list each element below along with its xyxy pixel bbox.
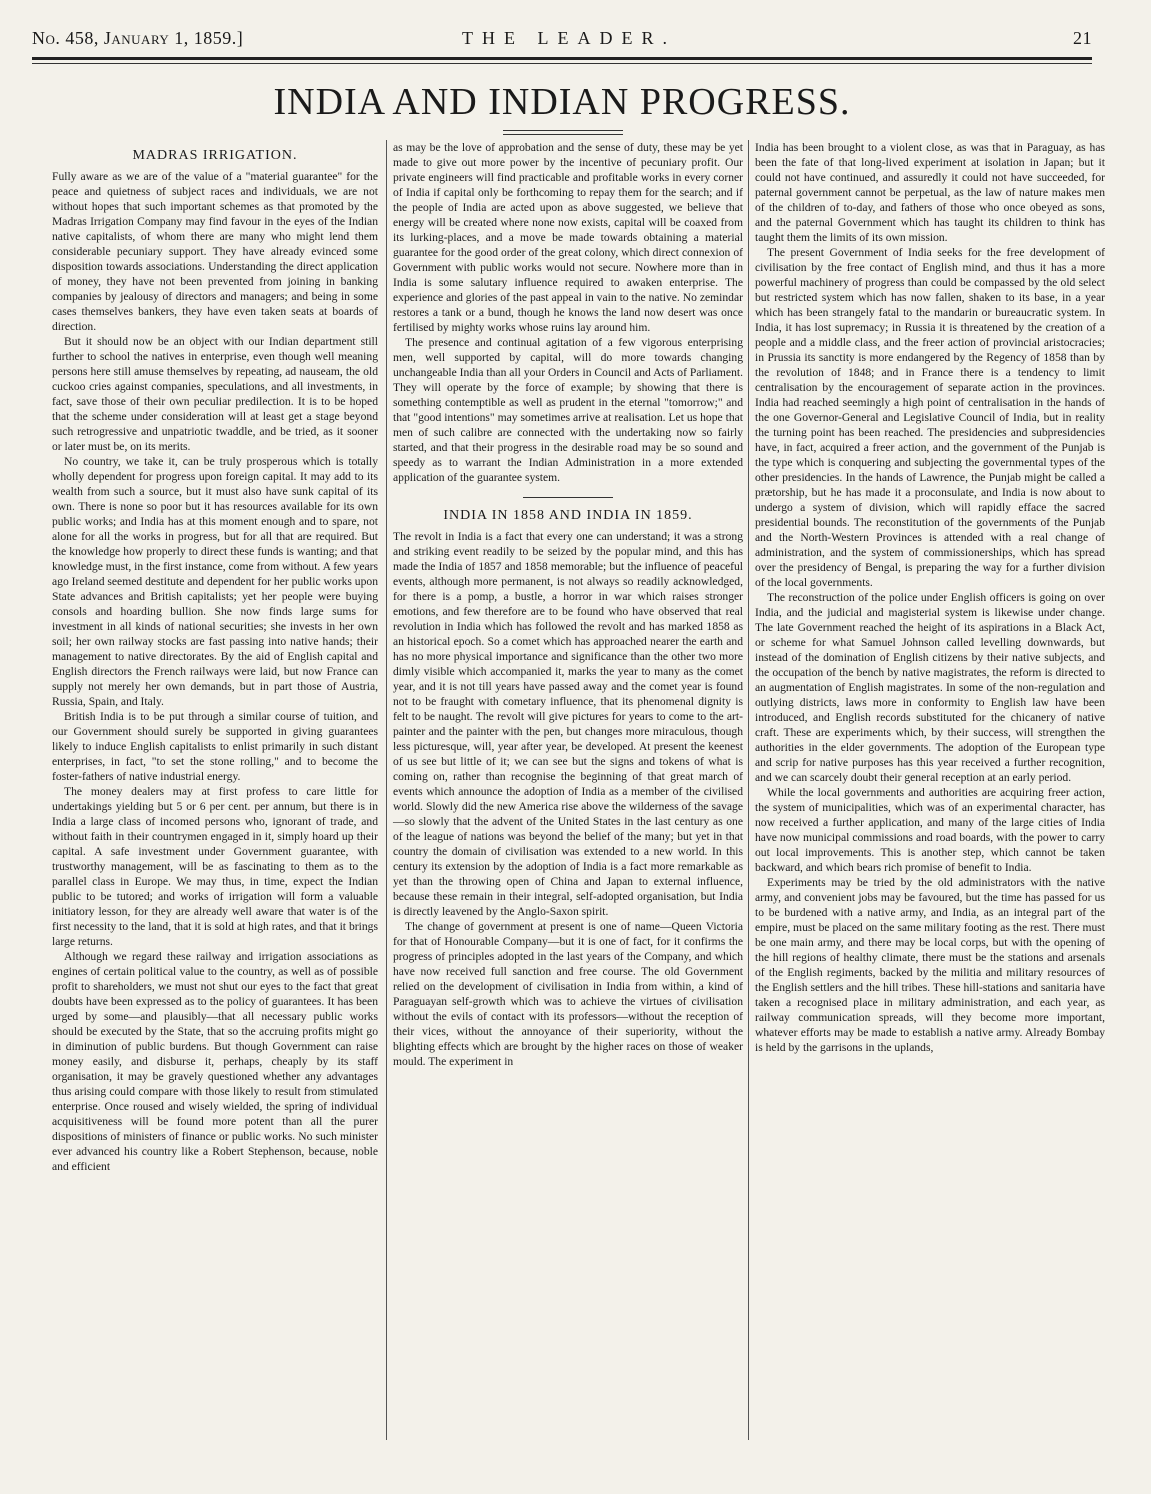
paragraph: as may be the love of approbation and the sense of duty, these may be yet made to give out more power by the incentive of pecuniary profit. Our private engineers will find practicable and profitable works in every corner of India if capital only be forthcoming to repay them for the search; and if the people of India are acted upon as above suggested, we believe that energy will be created where none now exists, capital will be coaxed from its lurking-places, and a move be made towards obtaining a material guarantee for the good order of the great colony, which direct connexion of Government with public works would not secure. Nowhere more than in India is some salutary influence required to awaken enterprise. The experience and glories of the past appeal in vain to the native. No zemindar restores a tank or a bund, though he knows the land now desert was once fertilised by mighty works whose ruins lay around him. [393, 141, 743, 334]
article-heading-madras: MADRAS IRRIGATION. [132, 148, 298, 163]
page-title: INDIA AND INDIAN PROGRESS. [273, 81, 851, 123]
column-3 [748, 140, 1105, 1440]
article-heading-india-1858: INDIA IN 1858 AND INDIA IN 1859. [443, 508, 693, 523]
page-number: 21 [1073, 28, 1092, 48]
paragraph: But it should now be an object with our Indian department still further to school the natives in enterprise, even though well meaning persons here still amuse themselves by repeating, ad nauseam, the old cuckoo cries against companies, speculations, and all investments, in fact, save those of their own peculiar predilection. It is to be hoped that the scheme under consideration will at least get a stage beyond such retrogressive and unpatriotic twaddle, and be tried, as it sooner or later must be, on its merits. [52, 335, 378, 453]
paragraph: Fully aware as we are of the value of a "material guarantee" for the peace and quietness of subject races and individuals, we are not without hopes that such important schemes as that promoted by the Madras Irrigation Company may find favour in the eyes of the Indian native capitalists, of whom there are many who might lend them considerable pecuniary support. They have already evinced some disposition towards associations. Understanding the direct application of money, they have not been prevented from joining in banking companies by jealousy of directors and managers; and being in some cases themselves bankers, they have even taken seats at boards of direction. [52, 170, 378, 333]
column-2 [386, 140, 743, 1440]
paragraph: The change of government at present is one of name—Queen Victoria for that of Honourable Company—but it is one of fact, for it confirms the progress of principles adopted in the last years of the Company, and which have now received full sanction and free course. The old Government relied on the development of civilisation in India from within, a kind of Paraguayan self-growth which was to achieve the virtues of civilisation without the evils of contact with its professors—without the reception of their vices, without the annoyance of their superiority, without the blighting effects which are brought by the higher races on those of weaker mould. The experiment in [393, 920, 743, 1068]
paragraph: The presence and continual agitation of a few vigorous enterprising men, well supported by capital, will do more towards changing unchangeable India than all your Orders in Council and Acts of Parliament. They will operate by the force of example; by showing that there is something contemptible as well as prudent in the eternal "tomorrow;" and that "good intentions" may sometimes arrive at realisation. Let us hope that men of such calibre are connected with the undertaking now so fairly started, and that their progress in the desirable road may be so sound and speedy as to warrant the Indian Administration in a more extended application of the guarantee system. [393, 336, 743, 484]
paragraph: The present Government of India seeks for the free development of civilisation by the free contact of English mind, and thus it has a more powerful machinery of progress than could be compassed by the old select but restricted system which has now fallen, shaken to its base, in a year which has been strangely fatal to the mandarin or bureaucratic system. In India, it has lost supremacy; in Russia it is threatened by the creation of a people and a middle class, and the freer action of provincial aristocracies; in Prussia its sanctity is more endangered by the Regency of 1858 than by the revolution of 1848; and in France there is a tendency to limit centralisation by the encouragement of separate action in the provinces. India had reached seemingly a high point of centralisation in the hands of the one Governor-General and Legislative Council of India, but in reality the turning point has been reached. The presidencies and subpresidencies have, in fact, acquired a freer action, and the government of the Punjab is the type which is conquering and subjecting the governmental types of the other presidencies. In the hands of Lawrence, the Punjab might be called a prætorship, but he has made it a proconsulate, and India is now about to undergo a system of division, which will rapidly efface the sacred presidential bounds. The reconstitution of the governments of the Punjab and the North-Western Provinces is attended with a real change of administration, and the system of commissionerships, which has spread over the presidency of Bengal, is preparing the way for a further division of the local governments. [755, 246, 1105, 589]
issue-line: No. 458, January 1, 1859.] [32, 28, 244, 48]
paragraph: Although we regard these railway and irrigation associations as engines of certain political value to the country, as well as of possible profit to shareholders, we must not shut our eyes to the fact that great doubts have been expressed as to the policy of guarantees. It has been urged by some—and plausibly—that all necessary public works should be executed by the State, that so the accruing profits might go in diminution of public burdens. But though Government can raise money easily, and disburse it, perhaps, cheaply by its staff organisation, it may be gravely questioned whether any advantages thus arising could compare with those likely to result from stimulated enterprise. Once roused and wisely wielded, the spring of individual acquisitiveness will be found more potent than all the purer dispositions of ministers of finance or public works. No such minister ever advanced his country like a Robert Stephenson, because, noble and efficient [52, 950, 378, 1173]
masthead-rule-thin [32, 63, 1092, 64]
masthead-rule [32, 57, 1092, 60]
paragraph: The reconstruction of the police under English officers is going on over India, and the judicial and magisterial system is likewise under change. The late Government reached the height of its aspirations in a Black Act, or scheme for what Samuel Johnson called levelling downwards, but instead of the domination of English citizens by their native subjects, and the occupation of the bench by native magistrates, the reform is directed to an augmentation of English magistrates. In some of the non-regulation and outlying districts, laws more in conformity to English law have been introduced, and English records substituted for the chicanery of native craft. These are experiments which, by their success, will strengthen the authorities in the elder governments. The adoption of the European type and scrip for native purposes has this year received a further recognition, and we can scarcely doubt their general reception at an early period. [755, 591, 1105, 784]
paragraph: India has been brought to a violent close, as was that in Paraguay, as has been the fate of that long-lived experiment at isolation in Japan; but it could not have continued, and assuredly it could not have succeeded, for paternal government cannot be perpetual, as the law of nature makes men of the children of to-day, and fathers of those who once obeyed as sons, and the paternal Government which has taught its children to think has taught them the limits of its own mission. [755, 141, 1105, 244]
paper-name: THE LEADER. [462, 28, 676, 48]
paragraph: Experiments may be tried by the old administrators with the native army, and convenient jobs may be favoured, but the time has passed for us to be burdened with a native army, and India, as an integral part of the empire, must be placed on the same military footing as the rest. There must be one main army, and there may be local corps, but with the opening of the hill regions of healthy climate, there must be the stations and arsenals of the English regiments, backed by the militia and military resources of the English settlers and the hill tribes. These hill-stations and sanitaria have taken a recognised place in military administration, and each year, as railway communication spreads, will they become more important, whatever efforts may be made to establish a native army. Already Bombay is held by the garrisons in the uplands, [755, 876, 1105, 1054]
paragraph: The revolt in India is a fact that every one can understand; it was a strong and striking event readily to be seized by the popular mind, and this has made the India of 1857 and 1858 memorable; but the influence of peaceful events, although more permanent, is not always so readily acknowledged, for there is a pomp, a bustle, a horror in war which raises stronger emotions, and few therefore are to be found who have observed that real revolution in India which has followed the revolt and has marked 1858 as an historical epoch. So a comet which has approached nearer the earth and has no more physical importance and significance than the other two more dimly visible which accompanied it, marks the year to many as the comet year, and it is not till years have passed away and the comet year is found not to be fraught with cometary influence, that its phenomenal dignity is felt to be naught. The revolt will give pictures for years to come to the art-painter and the painter with the pen, but changes more miraculous, though less picturesque, will, year after year, be developed. At present the keenest of us see but little of it; we can see but the signs and tokens of what is coming on, rather than recognise the beginning of that great march of events which announce the adoption of India as a member of the civilised world. Slowly did the new America rise above the wilderness of the savage—so slowly that the advent of the United States in the last century as one of the league of nations was beyond the belief of the many; but yet in that country the domain of civilisation was extended to a new world. In this century its extension by the adoption of India is a fact more remarkable as yet than the throwing open of China and Japan to external influence, because these remain in their integral, self-adopted organisation, but India is directly leavened by the Anglo-Saxon spirit. [393, 530, 743, 918]
paragraph: The money dealers may at first profess to care little for undertakings yielding but 5 or 6 per cent. per annum, but there is in India a large class of incomed persons who, ignorant of trade, and without faith in their countrymen engaged in it, simply hoard up their capital. A safe investment under Government guarantee, with trustworthy management, will be as fascinating to them as to the parallel class in Europe. We may thus, in time, expect the Indian public to be tutored; and works of irrigation will form a valuable initiatory lesson, for they are already well aware that water is of the first necessity to the land, that it is sold at high rates, and that it brings large returns. [52, 785, 378, 948]
paragraph: No country, we take it, can be truly prosperous which is totally wholly dependent for progress upon foreign capital. It may add to its wealth from such a source, but it must also have sunk capital of its own. There is none so poor but it has resources available for its own public works; and India has at this moment enough and to spare, not alone for all the works in progress, but for all that are required. But the knowledge how properly to direct these funds is wanting; and that knowledge must, in the first instance, come from without. A few years ago Ireland seemed destitute and dependent for her public works upon State advances and British capitalists; yet her people were buying consols and hoarding bullion. She now finds large sums for investment in all kinds of national securities; she invests in her own soil; her own railway stocks are fast passing into native hands; their management to native directorates. By the aid of English capital and English directors the French railways were laid, but now France can supply not merely her own demands, but in part those of Austria, Russia, Spain, and Italy. [52, 455, 378, 708]
paragraph: British India is to be put through a similar course of tuition, and our Government should surely be supported in giving guarantees likely to induce English capitalists to enlist primarily in such distant enterprises, in fact, "to set the stone rolling," and to become the foster-fathers of native industrial energy. [52, 710, 378, 783]
masthead [32, 28, 1092, 52]
title-rule-double [503, 134, 623, 135]
section-divider [523, 497, 613, 498]
column-1 [52, 140, 378, 1440]
title-rule [503, 130, 623, 131]
paragraph: While the local governments and authorities are acquiring freer action, the system of municipalities, which was of an experimental character, has now received a further application, and many of the large cities of India have now municipal commissions and road boards, with the power to carry out local improvements. This is another step, which cannot be taken backward, and which bears rich promise of benefit to India. [755, 786, 1105, 874]
